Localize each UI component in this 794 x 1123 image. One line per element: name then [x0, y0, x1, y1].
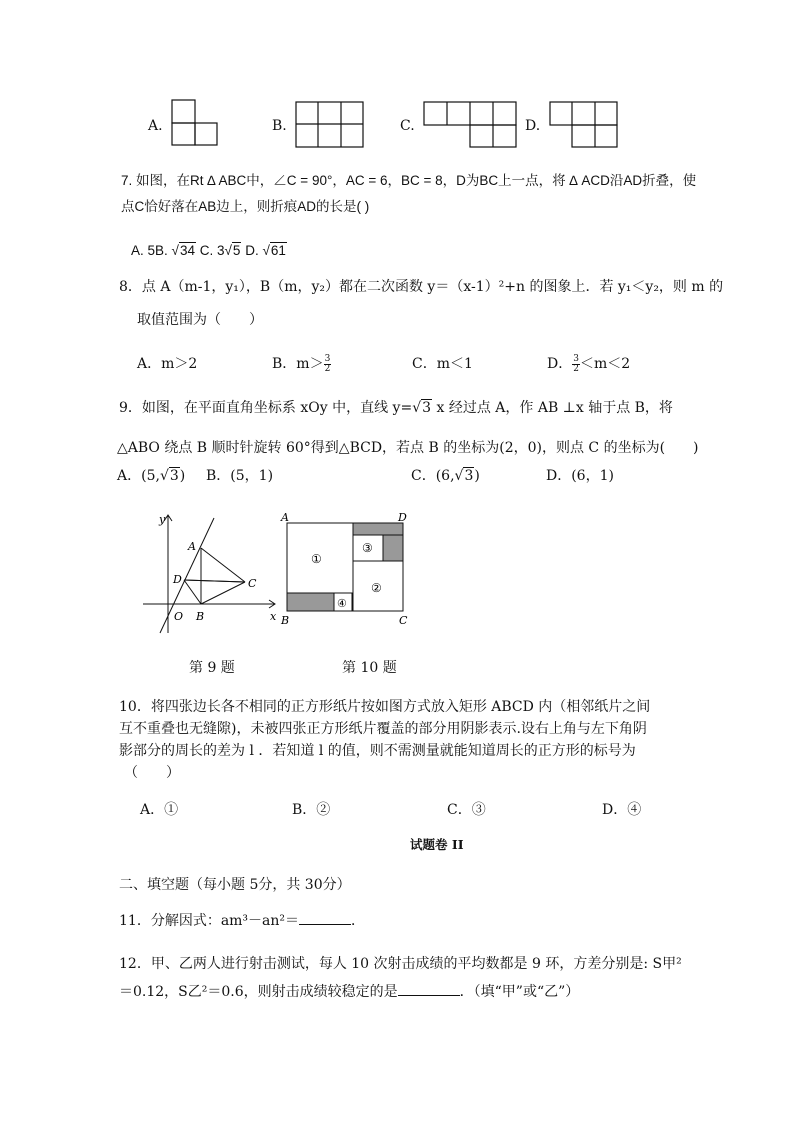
q10-stem-line1: 10．将四张边长各不相同的正方形纸片按如图方式放入矩形 ABCD 内（相邻纸片之间 — [119, 699, 651, 715]
q8-option-b-numerator: 3 — [324, 353, 331, 364]
fig9-label-x: x — [270, 610, 277, 623]
q9-stem-line2: △ABO 绕点 B 顺时针旋转 60°得到△BCD，若点 B 的坐标为(2，0)，则点 C 的坐标为( ) — [117, 440, 699, 456]
q10-option-d — [602, 800, 641, 820]
q9-option-a-suffix: ) — [179, 468, 186, 484]
fig9-label-c: C — [248, 577, 257, 590]
shaded-bottom-left — [287, 593, 334, 611]
q7-option-d-radicand: 61 — [270, 243, 286, 258]
q6-label-a: A. — [148, 118, 163, 134]
shaded-top-right-strip — [353, 523, 403, 535]
q7-option-b-radicand: 34 — [179, 243, 195, 258]
fig10-label-1: ① — [311, 552, 322, 566]
q12-stem-suffix: ．（填“甲”或“乙”） — [459, 984, 580, 1000]
q8-option-b-prefix: B．m＞ — [272, 356, 324, 372]
shaded-top-right-side — [383, 535, 403, 561]
q10-option-c-label: C． — [447, 802, 472, 818]
q7-option-c-radicand: 5 — [232, 243, 241, 258]
fig9-caption: 第 9 题 — [189, 660, 235, 676]
q9-stem-suffix: x 经过点 A，作 AB ⊥x 轴于点 B，将 — [432, 400, 673, 416]
q9-option-c-radicand: 3 — [464, 468, 474, 484]
q8-option-d — [547, 354, 630, 374]
q10-option-a — [140, 800, 178, 820]
fig9-label-o: O — [174, 610, 184, 623]
q6-label-d: D. — [525, 118, 541, 134]
q10-option-a-label: A． — [140, 802, 165, 818]
q9-option-a: A．(5,√3) — [117, 468, 186, 484]
q10-option-a-mark: ① — [164, 802, 179, 818]
q7-options: A. 5B. √34 C. 3√5 D. √61 — [131, 243, 286, 258]
q8-stem-line2: 取值范围为（ ） — [137, 312, 263, 328]
q12-stem-line2 — [119, 982, 579, 1002]
q9-stem-line1: 9．如图，在平面直角坐标系 xOy 中，直线 y=√3 x 经过点 A，作 AB ⊥x 轴于点 B，将 — [119, 400, 673, 416]
q10-stem-line2: 互不重叠也无缝隙)，未被四张正方形纸片覆盖的部分用阴影表示.设右上角与左下角阴 — [119, 721, 647, 737]
paper-2-title: 试题卷 II — [410, 837, 464, 852]
q9-option-c: C．(6,√3) — [411, 468, 480, 484]
fig9-label-b: B — [196, 610, 205, 623]
fig10-label-b: B — [281, 614, 290, 627]
q9-option-d: D．(6，1) — [546, 468, 614, 484]
q7-stem: 如图，在Rt ∆ ABC中，∠C = 90°，AC = 6，BC = 8，D为BC上一点，将 ∆ ACD沿AD折叠，使 — [136, 173, 697, 188]
q9-option-a-radicand: 3 — [169, 468, 179, 484]
q10-stem-line3: 影部分的周长的差为 l ．若知道 l 的值，则不需测量就能知道周长的正方形的标号为 — [119, 743, 636, 759]
q10-option-d-mark: ④ — [627, 802, 642, 818]
q6-label-b: B. — [272, 118, 287, 134]
fig10-label-4: ④ — [337, 597, 347, 610]
fig9-label-d: D — [173, 573, 182, 586]
q7-stem-line2: 点C恰好落在AB边上，则折痕AD的长是( ) — [121, 199, 370, 214]
q8-option-d-numerator: 3 — [573, 353, 579, 364]
q10-option-b-mark: ② — [316, 802, 331, 818]
q7-option-d-prefix: D. — [241, 243, 263, 258]
q8-option-c: C．m＜1 — [412, 356, 473, 372]
q10-option-b — [292, 800, 330, 820]
fig10-label-2: ② — [371, 581, 382, 595]
fig10-caption: 第 10 题 — [342, 660, 397, 676]
q11-answer-blank[interactable] — [299, 924, 351, 925]
q12-stem-prefix: ＝0.12，S乙²＝0.6，则射击成绩较稳定的是 — [119, 984, 398, 1000]
fig9-label-y: y — [159, 513, 166, 526]
q6-figure-d — [548, 100, 620, 150]
q10-option-c-mark: ③ — [471, 802, 486, 818]
q8-option-d-prefix: D． — [547, 356, 573, 372]
q8-stem-line1: 8．点 A（m-1，y₁），B（m，y₂）都在二次函数 y＝（x-1）²+n 的图象上．若 y₁＜y₂，则 m 的 — [119, 279, 724, 295]
q12-stem-line1: 12．甲、乙两人进行射击测试，每人 10 次射击成绩的平均数都是 9 环，方差分别是: S甲² — [119, 956, 682, 972]
q10-stem-line4: （ ） — [124, 765, 180, 781]
q10-option-c — [447, 800, 486, 820]
q10-option-b-label: B． — [292, 802, 317, 818]
q9-stem-prefix: 9．如图，在平面直角坐标系 xOy 中，直线 y= — [119, 400, 413, 416]
q11-stem: 11．分解因式：am³－an²＝ — [119, 913, 300, 929]
q8-option-d-fraction — [572, 355, 580, 374]
q7-option-c-prefix: C. 3 — [195, 243, 225, 258]
q11 — [119, 911, 365, 931]
q8-option-a: A．m＞2 — [137, 356, 198, 372]
figure-9 — [135, 505, 285, 640]
q8-option-d-denominator: 2 — [573, 363, 579, 374]
q9-option-b: B．(5，1) — [206, 468, 274, 484]
q8-option-b — [272, 354, 331, 374]
fig10-label-3: ③ — [362, 541, 373, 555]
q8-option-d-suffix: ＜m＜2 — [579, 356, 631, 372]
figure-10 — [278, 505, 418, 630]
q12-answer-blank[interactable] — [398, 995, 460, 996]
q9-stem-radicand: 3 — [422, 400, 432, 416]
q8-option-b-fraction — [324, 355, 332, 374]
q6-figure-b — [294, 100, 366, 150]
q7-option-b-prefix: B. — [155, 243, 172, 258]
q9-option-c-prefix: C．(6, — [411, 468, 455, 484]
q9-option-c-suffix: ) — [474, 468, 480, 484]
q7-option-a: A. 5 — [131, 243, 156, 258]
fig9-label-a: A — [188, 540, 196, 553]
section-2-heading: 二、填空题（每小题 5分，共 30分） — [119, 877, 351, 893]
fig10-label-c: C — [399, 614, 408, 627]
q6-figure-a — [170, 98, 220, 148]
fig10-label-a: A — [281, 511, 289, 524]
q6-label-c: C. — [400, 118, 415, 134]
fig10-label-d: D — [398, 511, 407, 524]
q6-figure-c — [422, 100, 520, 150]
q8-option-b-denominator: 2 — [324, 363, 331, 374]
q9-option-a-prefix: A．(5, — [117, 468, 160, 484]
q10-option-d-label: D． — [602, 802, 628, 818]
q11-end: ． — [351, 913, 366, 929]
q7-number: 7. — [121, 173, 133, 188]
q7-stem-line1 — [121, 171, 696, 191]
